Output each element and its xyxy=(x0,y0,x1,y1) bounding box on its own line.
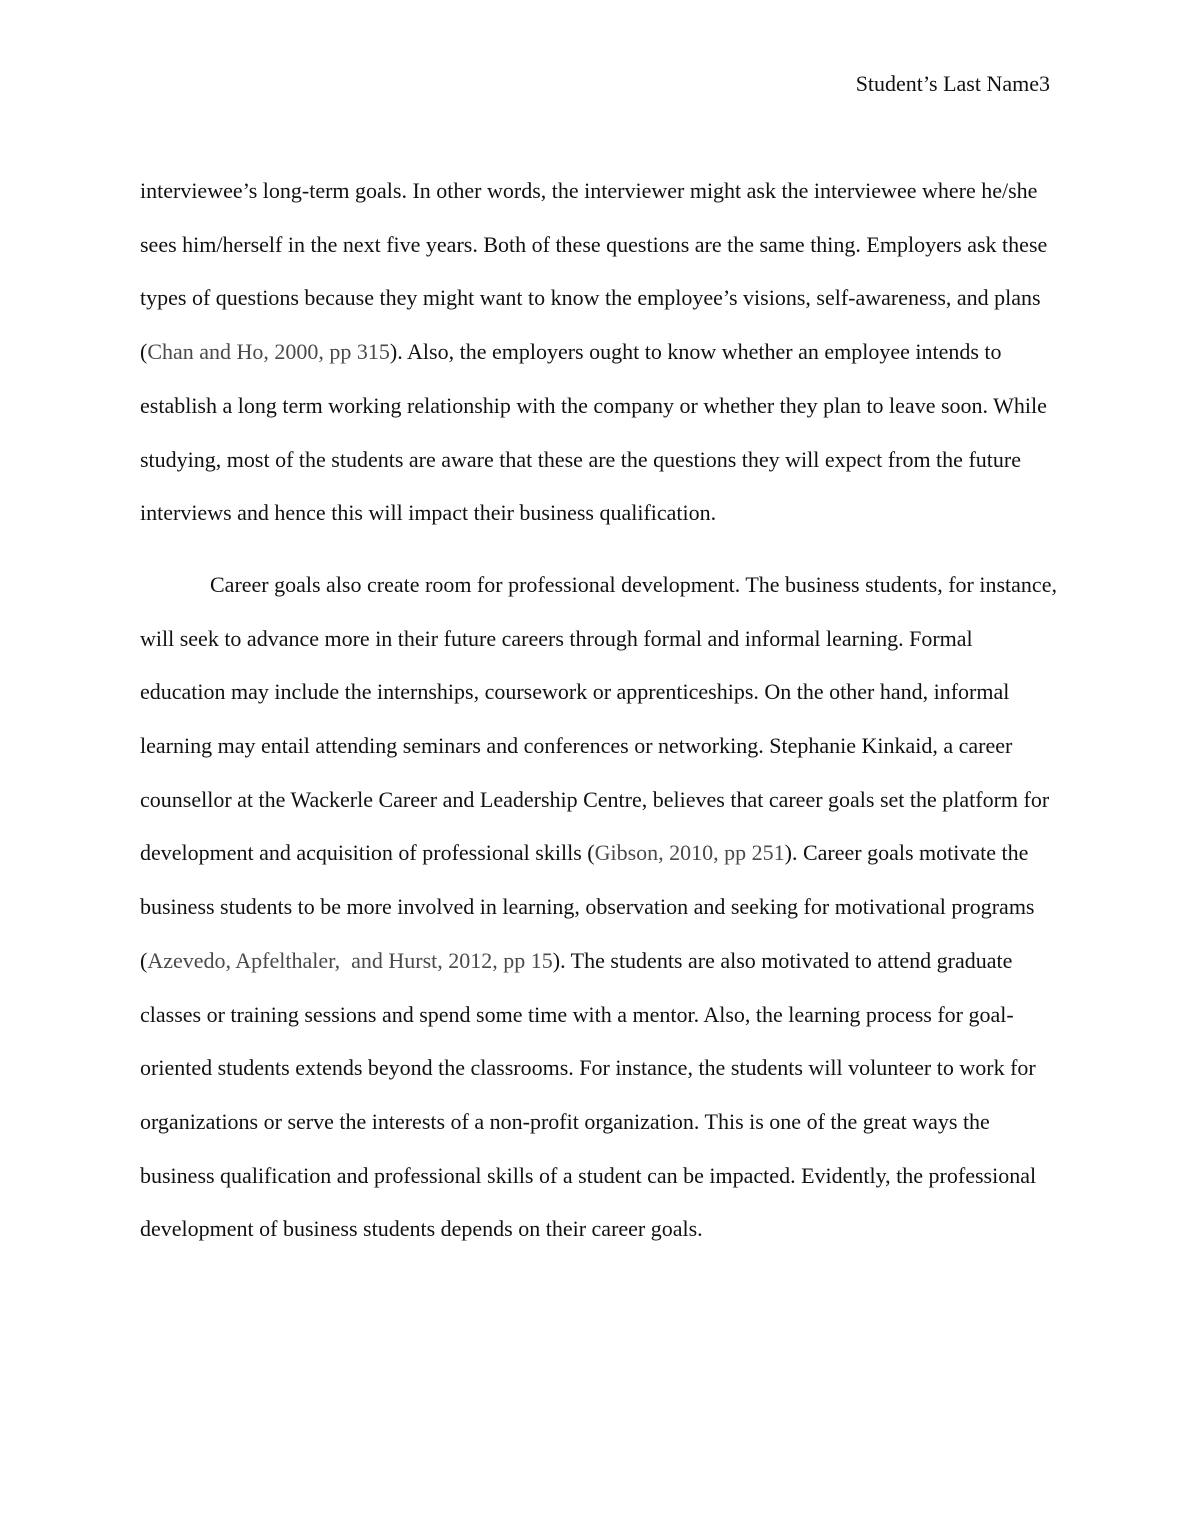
citation: Azevedo, Apfelthaler, and Hurst, 2012, pp 15 xyxy=(147,947,553,973)
paragraph-text: ). Career goals motivate the business students to be more involved in learning, observation and seeking for motivational programs ( xyxy=(140,840,1035,973)
paragraph-long-term-goals xyxy=(140,164,1060,540)
body-text xyxy=(140,164,1060,1256)
paragraph-text: Career goals also create room for professional development. The business students, for instance, will seek to advance more in their future careers through formal and informal learning. Formal education may include the internships, coursework or apprenticeships. On the other hand, informal learning may entail attending seminars and conferences or networking. Stephanie Kinkaid, a career counsellor at the Wackerle Career and Leadership Centre, believes that career goals set the platform for development and acquisition of professional skills ( xyxy=(140,571,1057,866)
paragraph-professional-development xyxy=(140,558,1060,1256)
citation: Chan and Ho, 2000, pp 315 xyxy=(147,339,390,365)
paragraph-text: ). The students are also motivated to attend graduate classes or training sessions and spend some time with a mentor. Also, the learning process for goal-oriented students extends beyond the classrooms. For instance, the students will volunteer to work for organizations or serve the interests of a non-profit organization. This is one of the great ways the business qualification and professional skills of a student can be impacted. Evidently, the professional development of business students depends on their career goals. xyxy=(140,947,1037,1242)
running-head: Student’s Last Name3 xyxy=(855,71,1050,96)
citation: Gibson, 2010, pp 251 xyxy=(594,840,785,866)
paragraph-text: interviewee’s long-term goals. In other words, the interviewer might ask the interviewee where he/she sees him/herself in the next five years. Both of these questions are the same thing. Employers ask these types of questions because they might want to know the employee’s visions, self-awareness, and plans ( xyxy=(140,178,1048,365)
paragraph-text: ). Also, the employers ought to know whether an employee intends to establish a long term working relationship with the company or whether they plan to leave soon. While studying, most of the students are aware that these are the questions they will expect from the future interviews and hence this will impact their business qualification. xyxy=(140,339,1047,526)
